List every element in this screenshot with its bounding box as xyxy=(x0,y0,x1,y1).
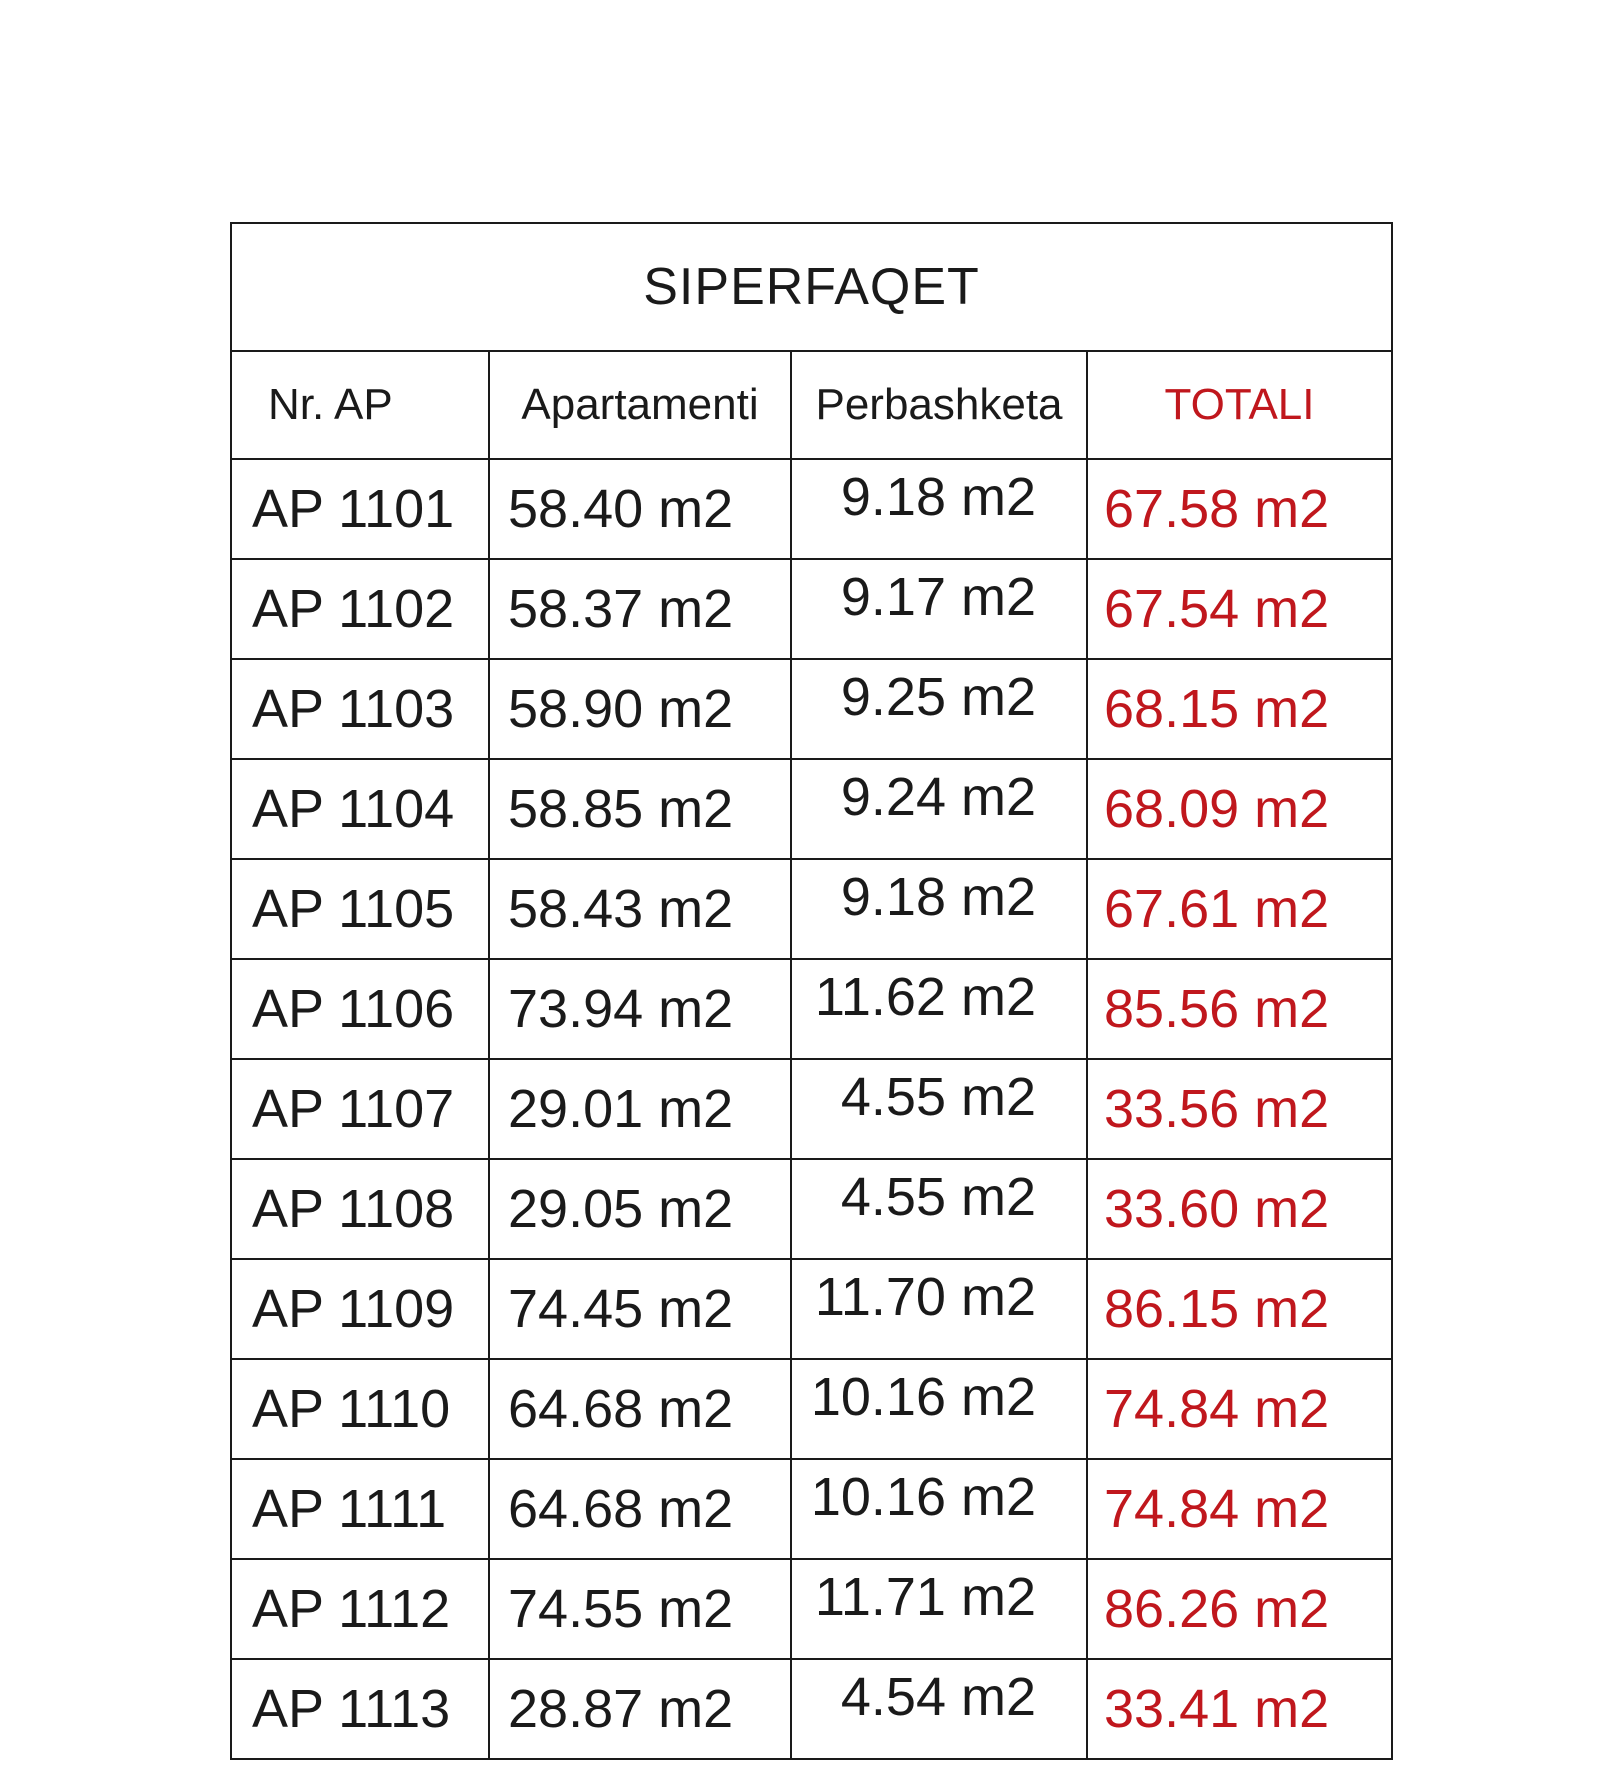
cell-perbashketa: 10.16 m2 xyxy=(791,1359,1087,1459)
cell-totali: 85.56 m2 xyxy=(1087,959,1392,1059)
table-row xyxy=(231,1059,1392,1159)
cell-apartamenti: 64.68 m2 xyxy=(489,1459,791,1559)
cell-nr-ap: AP 1103 xyxy=(231,659,489,759)
cell-totali: 67.58 m2 xyxy=(1087,459,1392,559)
title-row xyxy=(231,223,1392,351)
cell-perbashketa: 4.54 m2 xyxy=(791,1659,1087,1759)
cell-apartamenti: 74.45 m2 xyxy=(489,1259,791,1359)
cell-perbashketa: 9.25 m2 xyxy=(791,659,1087,759)
cell-perbashketa: 11.71 m2 xyxy=(791,1559,1087,1659)
cell-nr-ap: AP 1110 xyxy=(231,1359,489,1459)
cell-nr-ap: AP 1102 xyxy=(231,559,489,659)
cell-totali: 74.84 m2 xyxy=(1087,1359,1392,1459)
cell-apartamenti: 58.43 m2 xyxy=(489,859,791,959)
cell-totali: 68.15 m2 xyxy=(1087,659,1392,759)
cell-apartamenti: 74.55 m2 xyxy=(489,1559,791,1659)
cell-totali: 68.09 m2 xyxy=(1087,759,1392,859)
cell-perbashketa: 4.55 m2 xyxy=(791,1159,1087,1259)
cell-nr-ap: AP 1105 xyxy=(231,859,489,959)
cell-perbashketa: 9.18 m2 xyxy=(791,459,1087,559)
cell-nr-ap: AP 1109 xyxy=(231,1259,489,1359)
table-body xyxy=(231,459,1392,1759)
cell-nr-ap: AP 1112 xyxy=(231,1559,489,1659)
cell-totali: 33.41 m2 xyxy=(1087,1659,1392,1759)
cell-perbashketa: 11.70 m2 xyxy=(791,1259,1087,1359)
cell-perbashketa: 10.16 m2 xyxy=(791,1459,1087,1559)
cell-totali: 74.84 m2 xyxy=(1087,1459,1392,1559)
cell-perbashketa: 4.55 m2 xyxy=(791,1059,1087,1159)
header-totali: TOTALI xyxy=(1087,351,1392,459)
table-row xyxy=(231,759,1392,859)
table-row xyxy=(231,1659,1392,1759)
cell-apartamenti: 29.01 m2 xyxy=(489,1059,791,1159)
header-apartamenti: Apartamenti xyxy=(489,351,791,459)
cell-nr-ap: AP 1104 xyxy=(231,759,489,859)
area-table-sheet xyxy=(230,222,1391,1760)
cell-nr-ap: AP 1101 xyxy=(231,459,489,559)
header-nr-ap: Nr. AP xyxy=(231,351,489,459)
table-row xyxy=(231,659,1392,759)
cell-apartamenti: 58.37 m2 xyxy=(489,559,791,659)
cell-perbashketa: 9.18 m2 xyxy=(791,859,1087,959)
cell-nr-ap: AP 1113 xyxy=(231,1659,489,1759)
table-row xyxy=(231,959,1392,1059)
cell-perbashketa: 9.17 m2 xyxy=(791,559,1087,659)
cell-perbashketa: 9.24 m2 xyxy=(791,759,1087,859)
cell-nr-ap: AP 1108 xyxy=(231,1159,489,1259)
header-row xyxy=(231,351,1392,459)
cell-totali: 86.26 m2 xyxy=(1087,1559,1392,1659)
cell-nr-ap: AP 1106 xyxy=(231,959,489,1059)
cell-apartamenti: 58.40 m2 xyxy=(489,459,791,559)
cell-totali: 33.60 m2 xyxy=(1087,1159,1392,1259)
cell-apartamenti: 28.87 m2 xyxy=(489,1659,791,1759)
table-row xyxy=(231,1259,1392,1359)
cell-totali: 67.61 m2 xyxy=(1087,859,1392,959)
table-row xyxy=(231,459,1392,559)
cell-totali: 86.15 m2 xyxy=(1087,1259,1392,1359)
table-row xyxy=(231,1459,1392,1559)
cell-nr-ap: AP 1107 xyxy=(231,1059,489,1159)
area-table xyxy=(230,222,1393,1760)
table-row xyxy=(231,559,1392,659)
cell-apartamenti: 58.85 m2 xyxy=(489,759,791,859)
cell-apartamenti: 58.90 m2 xyxy=(489,659,791,759)
cell-apartamenti: 29.05 m2 xyxy=(489,1159,791,1259)
table-title: SIPERFAQET xyxy=(231,223,1392,351)
table-row xyxy=(231,1559,1392,1659)
table-row xyxy=(231,859,1392,959)
cell-apartamenti: 73.94 m2 xyxy=(489,959,791,1059)
cell-perbashketa: 11.62 m2 xyxy=(791,959,1087,1059)
cell-totali: 33.56 m2 xyxy=(1087,1059,1392,1159)
table-row xyxy=(231,1359,1392,1459)
cell-nr-ap: AP 1111 xyxy=(231,1459,489,1559)
table-row xyxy=(231,1159,1392,1259)
cell-apartamenti: 64.68 m2 xyxy=(489,1359,791,1459)
header-perbashketa: Perbashketa xyxy=(791,351,1087,459)
cell-totali: 67.54 m2 xyxy=(1087,559,1392,659)
